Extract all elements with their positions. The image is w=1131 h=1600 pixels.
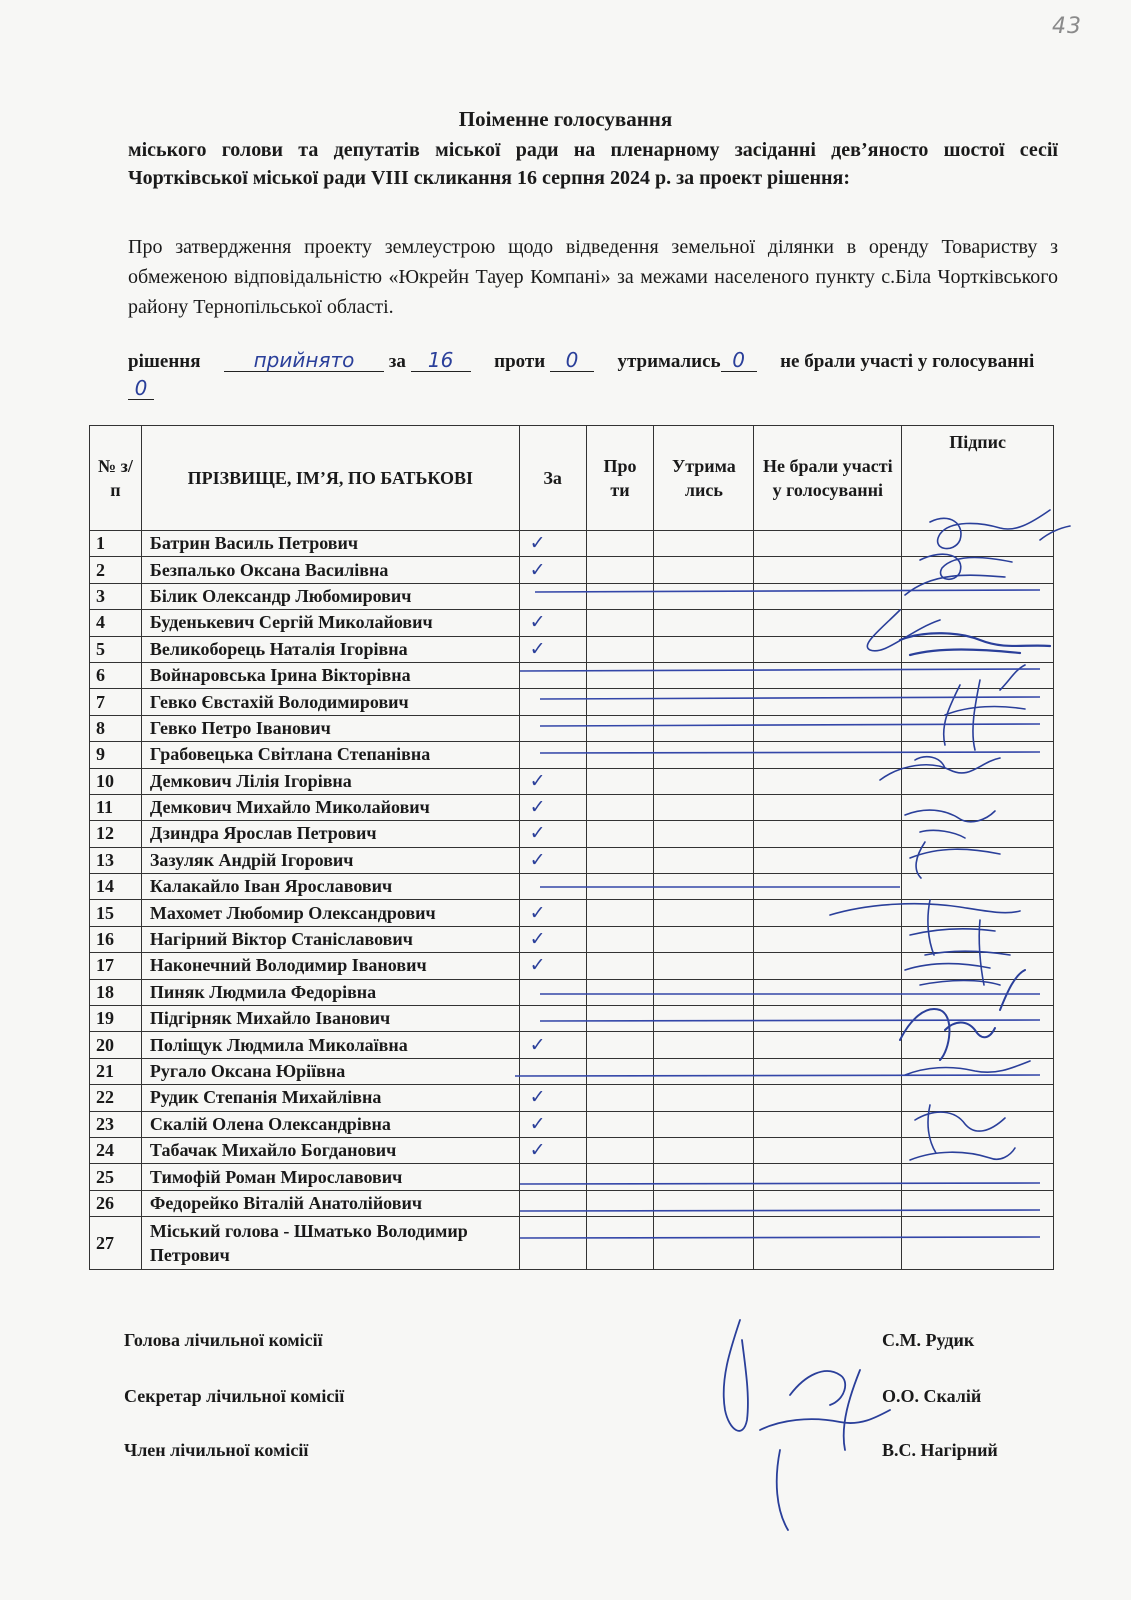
- row-number: 9: [90, 742, 142, 768]
- row-vote-for: [519, 742, 586, 768]
- row-vote-abstained: [654, 926, 754, 952]
- row-not-voted: [754, 715, 902, 741]
- row-vote-against: [586, 689, 654, 715]
- table-row: [90, 557, 1054, 583]
- decision-value: прийнято: [224, 349, 384, 372]
- row-vote-for: [519, 583, 586, 609]
- abstained-count: 0: [721, 349, 757, 372]
- row-vote-against: [586, 531, 654, 557]
- row-vote-abstained: [654, 1164, 754, 1190]
- row-not-voted: [754, 1164, 902, 1190]
- row-vote-abstained: [654, 742, 754, 768]
- row-vote-against: [586, 1032, 654, 1058]
- row-vote-against: [586, 979, 654, 1005]
- row-not-voted: [754, 1085, 902, 1111]
- against-label: проти: [494, 351, 546, 372]
- row-name: Махомет Любомир Олександрович: [141, 900, 519, 926]
- row-vote-against: [586, 636, 654, 662]
- row-not-voted: [754, 1058, 902, 1084]
- for-label: за: [388, 351, 406, 372]
- row-number: 17: [90, 953, 142, 979]
- row-number: 13: [90, 847, 142, 873]
- row-vote-abstained: [654, 900, 754, 926]
- row-name: Демкович Лілія Ігорівна: [141, 768, 519, 794]
- row-vote-for: ✓: [519, 1032, 586, 1058]
- row-not-voted: [754, 662, 902, 688]
- row-vote-abstained: [654, 953, 754, 979]
- row-vote-for: ✓: [519, 557, 586, 583]
- row-number: 27: [90, 1217, 142, 1270]
- row-vote-for: ✓: [519, 610, 586, 636]
- row-name: Дзиндра Ярослав Петрович: [141, 821, 519, 847]
- row-signature: [902, 1217, 1054, 1270]
- row-signature: [902, 979, 1054, 1005]
- row-not-voted: [754, 689, 902, 715]
- row-vote-abstained: [654, 1085, 754, 1111]
- votes-table: [89, 425, 1054, 1270]
- row-number: 22: [90, 1085, 142, 1111]
- decision-summary: [128, 348, 1058, 404]
- row-vote-abstained: [654, 1137, 754, 1163]
- row-signature: [902, 900, 1054, 926]
- row-vote-for: [519, 715, 586, 741]
- row-number: 10: [90, 768, 142, 794]
- row-number: 14: [90, 874, 142, 900]
- row-not-voted: [754, 900, 902, 926]
- table-row: [90, 531, 1054, 557]
- row-vote-abstained: [654, 979, 754, 1005]
- commission-role: Член лічильної комісії: [124, 1440, 309, 1460]
- row-vote-abstained: [654, 821, 754, 847]
- row-signature: [902, 715, 1054, 741]
- row-name: Скалій Олена Олександрівна: [141, 1111, 519, 1137]
- row-not-voted: [754, 583, 902, 609]
- row-signature: [902, 610, 1054, 636]
- row-vote-for: [519, 1006, 586, 1032]
- commission-role: Голова лічильної комісії: [124, 1330, 323, 1350]
- document-title: Поіменне голосування: [458, 107, 673, 131]
- for-count: 16: [411, 349, 471, 372]
- row-name: Демкович Михайло Миколайович: [141, 794, 519, 820]
- document-subtitle: міського голови та депутатів міської ради на пленарному засіданні дев’яносто шостої сесії Чортківської міської ради VIII скликання 16 серпня 2024 р. за проект рішення:: [128, 139, 1058, 189]
- row-number: 23: [90, 1111, 142, 1137]
- row-name: Пиняк Людмила Федорівна: [141, 979, 519, 1005]
- row-name: Калакайло Іван Ярославович: [141, 874, 519, 900]
- commission-person: В.С. Нагірний: [882, 1440, 998, 1460]
- row-vote-against: [586, 900, 654, 926]
- row-vote-against: [586, 926, 654, 952]
- row-signature: [902, 662, 1054, 688]
- row-number: 5: [90, 636, 142, 662]
- header-num: № з/п: [90, 426, 142, 531]
- header-not-voted: Не брали участі у голосуванні: [754, 426, 902, 531]
- row-vote-for: ✓: [519, 1137, 586, 1163]
- row-number: 21: [90, 1058, 142, 1084]
- row-vote-abstained: [654, 662, 754, 688]
- row-vote-for: [519, 662, 586, 688]
- row-vote-abstained: [654, 1190, 754, 1216]
- row-vote-abstained: [654, 636, 754, 662]
- row-vote-against: [586, 821, 654, 847]
- row-vote-abstained: [654, 610, 754, 636]
- row-not-voted: [754, 610, 902, 636]
- table-row: [90, 583, 1054, 609]
- row-not-voted: [754, 636, 902, 662]
- row-signature: [902, 1085, 1054, 1111]
- row-vote-for: ✓: [519, 900, 586, 926]
- against-count: 0: [550, 349, 594, 372]
- row-number: 2: [90, 557, 142, 583]
- commission-person: С.М. Рудик: [882, 1330, 975, 1350]
- row-vote-for: ✓: [519, 1111, 586, 1137]
- row-signature: [902, 689, 1054, 715]
- row-vote-against: [586, 1085, 654, 1111]
- row-name: Батрин Василь Петрович: [141, 531, 519, 557]
- row-vote-against: [586, 662, 654, 688]
- row-not-voted: [754, 847, 902, 873]
- row-name: Наконечний Володимир Іванович: [141, 953, 519, 979]
- table-row: [90, 1190, 1054, 1216]
- table-row: [90, 926, 1054, 952]
- row-name: Підгірняк Михайло Іванович: [141, 1006, 519, 1032]
- table-row: [90, 1111, 1054, 1137]
- row-vote-for: [519, 1190, 586, 1216]
- row-vote-for: [519, 1217, 586, 1270]
- row-vote-against: [586, 794, 654, 820]
- row-signature: [902, 874, 1054, 900]
- row-not-voted: [754, 821, 902, 847]
- row-not-voted: [754, 794, 902, 820]
- row-name: Ругало Оксана Юріївна: [141, 1058, 519, 1084]
- row-name: Табачак Михайло Богданович: [141, 1137, 519, 1163]
- row-not-voted: [754, 531, 902, 557]
- row-not-voted: [754, 557, 902, 583]
- row-vote-for: ✓: [519, 531, 586, 557]
- decision-label: рішення: [128, 351, 201, 372]
- row-vote-for: ✓: [519, 768, 586, 794]
- table-row: [90, 1032, 1054, 1058]
- header-name: ПРІЗВИЩЕ, ІМ’Я, ПО БАТЬКОВІ: [141, 426, 519, 531]
- row-vote-abstained: [654, 531, 754, 557]
- row-name: Безпалько Оксана Василівна: [141, 557, 519, 583]
- row-name: Поліщук Людмила Миколаївна: [141, 1032, 519, 1058]
- row-vote-against: [586, 874, 654, 900]
- row-vote-against: [586, 1058, 654, 1084]
- row-vote-abstained: [654, 557, 754, 583]
- row-signature: [902, 768, 1054, 794]
- row-not-voted: [754, 1006, 902, 1032]
- page-number: 43: [1052, 14, 1082, 39]
- row-not-voted: [754, 926, 902, 952]
- row-number: 7: [90, 689, 142, 715]
- row-vote-against: [586, 1190, 654, 1216]
- row-vote-for: ✓: [519, 794, 586, 820]
- table-row: [90, 1085, 1054, 1111]
- row-not-voted: [754, 1111, 902, 1137]
- row-vote-abstained: [654, 768, 754, 794]
- row-signature: [902, 1190, 1054, 1216]
- row-signature: [902, 1032, 1054, 1058]
- row-number: 3: [90, 583, 142, 609]
- table-row: [90, 1137, 1054, 1163]
- row-signature: [902, 583, 1054, 609]
- row-signature: [902, 1058, 1054, 1084]
- row-vote-against: [586, 953, 654, 979]
- row-name: Войнаровська Ірина Вікторівна: [141, 662, 519, 688]
- row-not-voted: [754, 953, 902, 979]
- row-vote-against: [586, 742, 654, 768]
- row-signature: [902, 1137, 1054, 1163]
- row-number: 18: [90, 979, 142, 1005]
- row-vote-for: [519, 1058, 586, 1084]
- row-name: Нагірний Віктор Станіславович: [141, 926, 519, 952]
- row-vote-for: ✓: [519, 926, 586, 952]
- row-not-voted: [754, 742, 902, 768]
- row-vote-against: [586, 557, 654, 583]
- row-number: 1: [90, 531, 142, 557]
- row-vote-for: [519, 979, 586, 1005]
- row-vote-against: [586, 1217, 654, 1270]
- row-not-voted: [754, 1217, 902, 1270]
- row-name: Рудик Степанія Михайлівна: [141, 1085, 519, 1111]
- row-signature: [902, 636, 1054, 662]
- row-name: Великоборець Наталія Ігорівна: [141, 636, 519, 662]
- row-name: Тимофій Роман Мирославович: [141, 1164, 519, 1190]
- row-number: 4: [90, 610, 142, 636]
- row-vote-for: ✓: [519, 953, 586, 979]
- table-header-row: [90, 426, 1054, 531]
- not-voted-label: не брали участі у голосуванні: [780, 351, 1035, 372]
- row-name: Грабовецька Світлана Степанівна: [141, 742, 519, 768]
- row-number: 19: [90, 1006, 142, 1032]
- row-number: 20: [90, 1032, 142, 1058]
- row-signature: [902, 794, 1054, 820]
- header-against: Про ти: [586, 426, 654, 531]
- header-signature: Підпис: [902, 426, 1054, 531]
- row-not-voted: [754, 874, 902, 900]
- row-signature: [902, 1164, 1054, 1190]
- row-vote-for: ✓: [519, 821, 586, 847]
- row-name: Федорейко Віталій Анатолійович: [141, 1190, 519, 1216]
- row-vote-for: [519, 689, 586, 715]
- row-vote-against: [586, 1111, 654, 1137]
- row-not-voted: [754, 1032, 902, 1058]
- row-vote-abstained: [654, 794, 754, 820]
- row-number: 12: [90, 821, 142, 847]
- row-vote-against: [586, 583, 654, 609]
- commission-role: Секретар лічильної комісії: [124, 1386, 345, 1406]
- table-row: [90, 1217, 1054, 1270]
- row-signature: [902, 953, 1054, 979]
- table-row: [90, 662, 1054, 688]
- table-row: [90, 900, 1054, 926]
- row-vote-against: [586, 610, 654, 636]
- row-vote-abstained: [654, 1058, 754, 1084]
- row-name: Гевко Євстахій Володимирович: [141, 689, 519, 715]
- row-vote-abstained: [654, 1111, 754, 1137]
- table-row: [90, 847, 1054, 873]
- row-signature: [902, 742, 1054, 768]
- table-row: [90, 874, 1054, 900]
- row-vote-abstained: [654, 715, 754, 741]
- row-name: Буденькевич Сергій Миколайович: [141, 610, 519, 636]
- row-vote-against: [586, 1137, 654, 1163]
- row-vote-abstained: [654, 1032, 754, 1058]
- row-signature: [902, 847, 1054, 873]
- table-row: [90, 689, 1054, 715]
- table-row: [90, 1006, 1054, 1032]
- row-number: 11: [90, 794, 142, 820]
- table-row: [90, 610, 1054, 636]
- row-vote-abstained: [654, 1217, 754, 1270]
- header-abstained: Утрима лись: [654, 426, 754, 531]
- row-number: 24: [90, 1137, 142, 1163]
- commission-person: О.О. Скалій: [882, 1386, 982, 1406]
- row-number: 26: [90, 1190, 142, 1216]
- row-vote-abstained: [654, 689, 754, 715]
- table-row: [90, 794, 1054, 820]
- table-row: [90, 953, 1054, 979]
- abstained-label: утримались: [617, 351, 721, 372]
- row-vote-abstained: [654, 874, 754, 900]
- row-vote-against: [586, 768, 654, 794]
- row-signature: [902, 531, 1054, 557]
- row-number: 8: [90, 715, 142, 741]
- row-name: Гевко Петро Іванович: [141, 715, 519, 741]
- row-vote-abstained: [654, 583, 754, 609]
- row-vote-against: [586, 715, 654, 741]
- row-number: 16: [90, 926, 142, 952]
- row-not-voted: [754, 768, 902, 794]
- row-name: Зазуляк Андрій Ігорович: [141, 847, 519, 873]
- row-vote-abstained: [654, 1006, 754, 1032]
- row-vote-against: [586, 1006, 654, 1032]
- row-signature: [902, 1006, 1054, 1032]
- row-not-voted: [754, 1190, 902, 1216]
- row-vote-for: [519, 1164, 586, 1190]
- row-number: 25: [90, 1164, 142, 1190]
- row-vote-for: ✓: [519, 1085, 586, 1111]
- row-vote-against: [586, 847, 654, 873]
- table-row: [90, 715, 1054, 741]
- row-not-voted: [754, 979, 902, 1005]
- table-row: [90, 1164, 1054, 1190]
- row-name: Білик Олександр Любомирович: [141, 583, 519, 609]
- row-number: 6: [90, 662, 142, 688]
- row-signature: [902, 1111, 1054, 1137]
- row-vote-for: ✓: [519, 636, 586, 662]
- table-row: [90, 768, 1054, 794]
- row-vote-for: ✓: [519, 847, 586, 873]
- row-not-voted: [754, 1137, 902, 1163]
- row-vote-against: [586, 1164, 654, 1190]
- table-row: [90, 979, 1054, 1005]
- table-row: [90, 742, 1054, 768]
- row-signature: [902, 557, 1054, 583]
- table-row: [90, 821, 1054, 847]
- row-vote-abstained: [654, 847, 754, 873]
- row-name: Міський голова - Шматько Володимир Петрович: [141, 1217, 519, 1270]
- row-signature: [902, 821, 1054, 847]
- row-signature: [902, 926, 1054, 952]
- table-row: [90, 1058, 1054, 1084]
- row-vote-for: [519, 874, 586, 900]
- project-description: Про затвердження проекту землеустрою щодо відведення земельної ділянки в оренду Товариству з обмеженою відповідальністю «Юкрейн Тауер Компані» за межами населеного пункту с.Біла Чортківського району Тернопільської області.: [128, 236, 1058, 318]
- not-voted-count: 0: [128, 377, 154, 400]
- row-number: 15: [90, 900, 142, 926]
- header-for: За: [519, 426, 586, 531]
- table-row: [90, 636, 1054, 662]
